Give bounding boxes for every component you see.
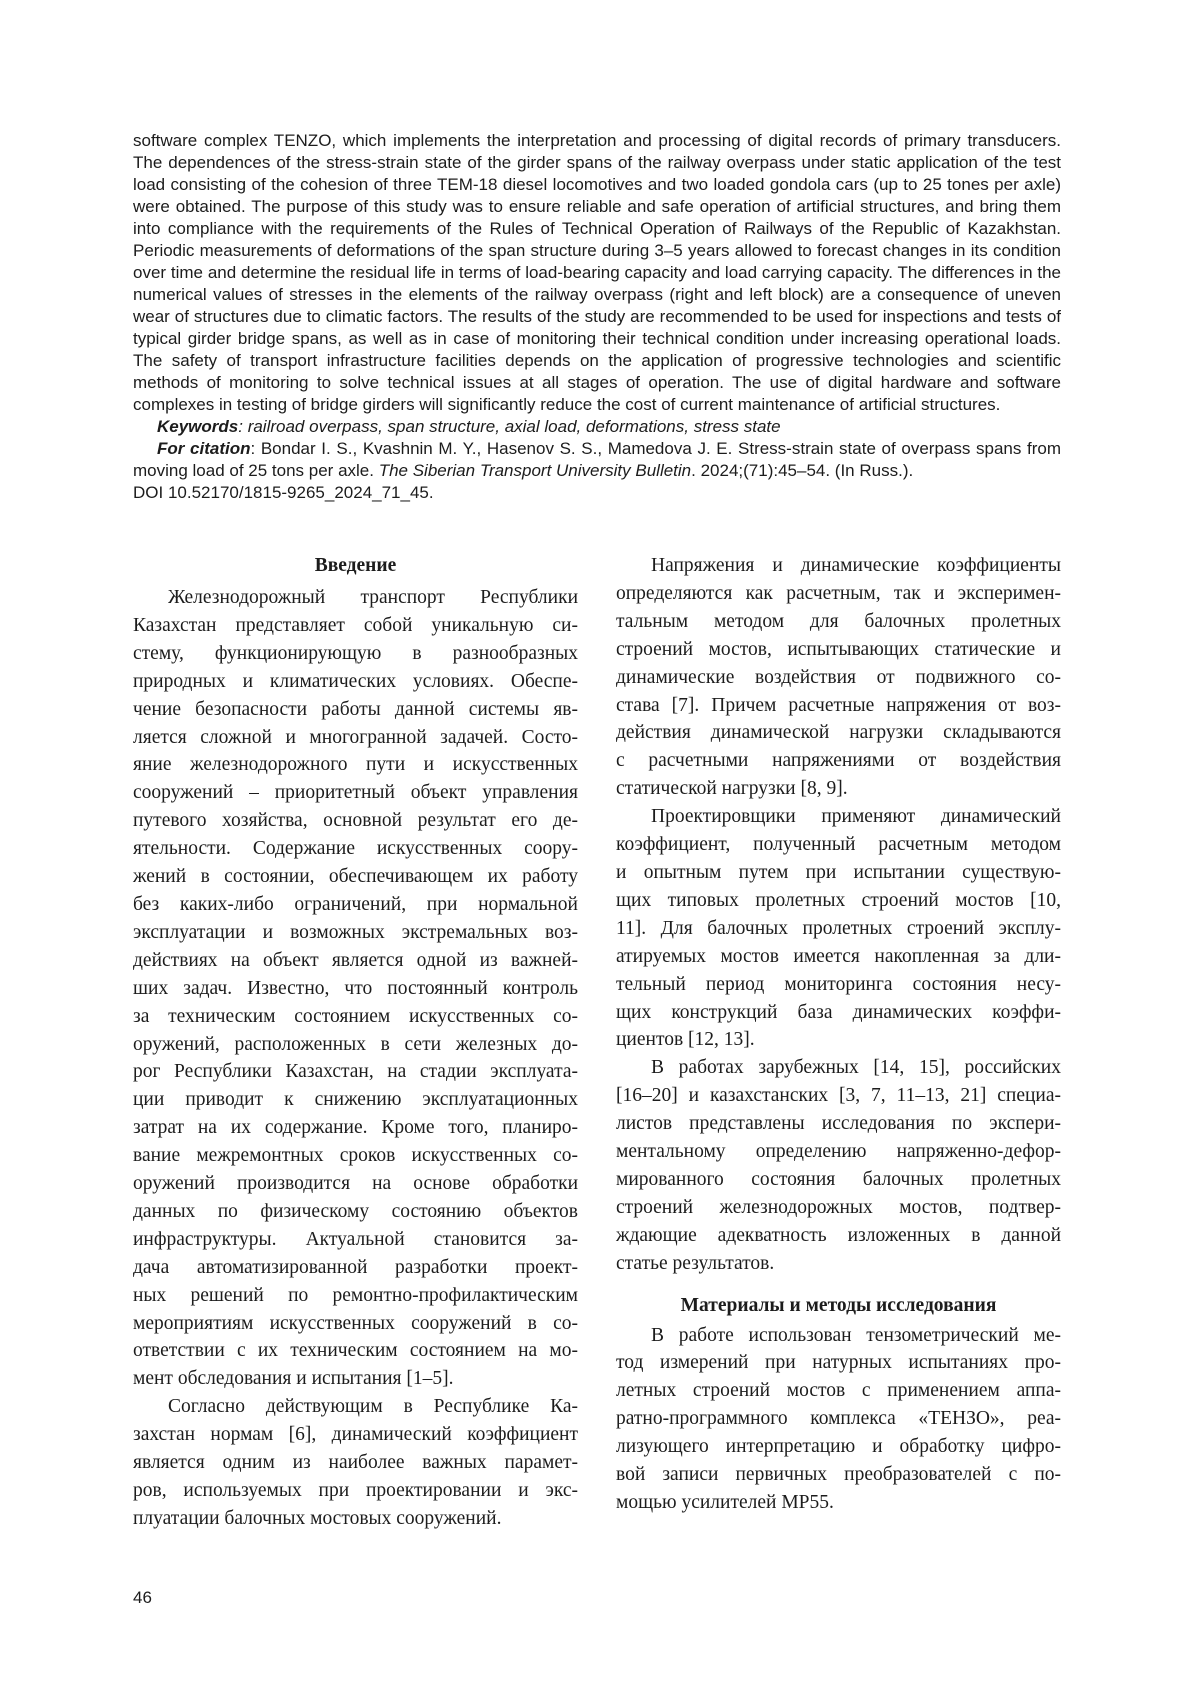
text-line: ляется сложной и многогранной задачей. Состо-	[133, 726, 578, 748]
text-line: ратно-программного комплекса «ТЕНЗО», реа-	[616, 1408, 1061, 1430]
text-line: за техническим состоянием искусственных со-	[133, 1005, 578, 1027]
paragraph	[133, 584, 578, 1393]
text-line: В работах зарубежных [14, 15], российских	[651, 1057, 1061, 1079]
keywords-label: Keywords	[157, 417, 239, 436]
text-line: лизующего интерпретацию и обработку цифро-	[616, 1436, 1061, 1458]
text-line: с расчетными напряжениями от воздействия	[616, 750, 1061, 772]
text-line: 11]. Для балочных пролетных строений эксплу-	[616, 917, 1061, 939]
left-column	[133, 552, 578, 1533]
paragraph	[133, 1393, 578, 1533]
abstract-text: software complex TENZO, which implements the interpretation and processing of digital records of primary transducers. The dependences of the stress-strain state of the girder spans of the railway overpass under static application of the test load consisting of the cohesion of three TEM-18 diesel locomotives and two loaded gondola cars (up to 25 tones per axle) were obtained. The purpose of this study was to ensure reliable and safe operation of artificial structures, and bring them into compliance with the requirements of the Rules of Technical Operation of Railways of the Republic of Kazakhstan. Periodic measurements of deformations of the span structure during 3–5 years allowed to forecast changes in its condition over time and determine the residual life in terms of load-bearing capacity and load carrying capacity. The differences in the numerical values of stresses in the elements of the railway overpass (right and left block) are a consequence of uneven wear of structures due to climatic factors. The results of the study are recommended to be used for inspections and tests of typical girder bridge spans, as well as in case of monitoring their technical condition under increasing operational loads. The safety of transport infrastructure facilities depends on the application of progressive technologies and scientific methods of monitoring to solve technical issues at all stages of operation. The use of digital hardware and software complexes in testing of bridge girders will significantly reduce the cost of current maintenance of artificial structures.	[133, 131, 1061, 414]
citation-authors-title: : Bondar I. S., Kvashnin M. Y., Hasenov S. S., Mamedova J. E. Stress-strain state of overpass spans from moving load of 25 tons per axle.	[133, 439, 1061, 480]
text-line: яние железнодорожного пути и искусственных	[133, 754, 578, 776]
text-line: В работе использован тензометрический ме-	[651, 1324, 1061, 1346]
keywords-line	[133, 416, 1061, 438]
citation-journal-title: The Siberian Transport University Bulletin	[378, 461, 692, 480]
text-line: ответствии с их техническим состоянием на мо-	[133, 1340, 578, 1362]
text-line: Напряжения и динамические коэффициенты	[651, 555, 1061, 576]
text-line: атируемых мостов имеется накопленная за дли-	[616, 945, 1061, 967]
text-line: статье результатов.	[616, 1252, 775, 1274]
text-line: щих типовых пролетных строений мостов [10,	[616, 889, 1061, 911]
paragraph	[616, 1054, 1061, 1277]
methods-heading: Материалы и методы исследования	[680, 1294, 997, 1316]
paragraph	[616, 803, 1061, 1054]
text-line: плуатации балочных мостовых сооружений.	[133, 1507, 502, 1529]
text-line: циентов [12, 13].	[616, 1029, 755, 1051]
text-line: является одним из наиболее важных парамет-	[133, 1452, 578, 1474]
text-line: Железнодорожный транспорт Республики	[168, 587, 578, 608]
text-line: Казахстан представляет собой уникальную си-	[133, 614, 578, 636]
methods-paragraphs	[616, 1322, 1061, 1517]
text-line: ждающие адекватность изложенных в данной	[616, 1224, 1061, 1246]
text-line: мент обследования и испытания [1–5].	[133, 1368, 454, 1390]
text-line: действиях на объект является одной из важней-	[133, 949, 578, 971]
text-line: тальным методом для балочных пролетных	[616, 610, 1061, 632]
introduction-paragraphs	[133, 584, 578, 1533]
text-line: ятельности. Содержание искусственных соору-	[133, 838, 578, 860]
text-line: коэффициент, полученный расчетным методом	[616, 834, 1061, 856]
text-line: тод измерений при натурных испытаниях про-	[616, 1352, 1061, 1374]
keywords-text: : railroad overpass, span structure, axial load, deformations, stress state	[238, 417, 781, 436]
text-line: сооружений – приоритетный объект управления	[133, 782, 578, 804]
citation-issue-pages: . 2024;(71):45–54. (In Russ.).	[691, 461, 914, 480]
text-line: данных по физическому состоянию объектов	[133, 1200, 578, 1222]
text-line: и опытным путем при испытании существую-	[616, 861, 1061, 883]
text-line: тельный период мониторинга состояния несу-	[616, 973, 1061, 995]
text-line: строений мостов, испытывающих статические и	[616, 638, 1061, 660]
citation-line	[133, 438, 1061, 482]
text-line: динамические воздействия от подвижного со-	[616, 666, 1061, 688]
text-line: жений в состоянии, обеспечивающем их работу	[133, 866, 578, 888]
citation-label: For citation	[157, 439, 251, 458]
page-number: 46	[133, 1588, 152, 1607]
text-line: определяются как расчетным, так и эксперимен-	[616, 582, 1061, 604]
paragraph	[616, 1322, 1061, 1517]
paragraph	[616, 552, 1061, 803]
text-line: вание межремонтных сроков искусственных со-	[133, 1145, 578, 1167]
right-column	[616, 552, 1061, 1517]
text-line: оружений, расположенных в сети железных до-	[133, 1033, 578, 1055]
text-line: ных решений по ремонтно-профилактическим	[133, 1284, 578, 1306]
text-line: инфраструктуры. Актуальной становится за-	[133, 1228, 578, 1250]
text-line: ции приводит к снижению эксплуатационных	[133, 1089, 578, 1111]
text-line: действия динамической нагрузки складываются	[616, 722, 1061, 744]
text-line: мированного состояния балочных пролетных	[616, 1168, 1061, 1190]
text-line: става [7]. Причем расчетные напряжения от воз-	[616, 694, 1061, 716]
text-line: ших задач. Известно, что постоянный контроль	[133, 977, 578, 999]
text-line: затрат на их содержание. Кроме того, планиро-	[133, 1117, 578, 1139]
text-line: Проектировщики применяют динамический	[651, 806, 1061, 828]
text-line: щих конструкций база динамических коэффи-	[616, 1001, 1061, 1023]
text-line: природных и климатических условиях. Обеспе-	[133, 670, 578, 692]
introduction-heading: Введение	[314, 555, 397, 576]
text-line: мощью усилителей МР55.	[616, 1492, 834, 1513]
text-line: вой записи первичных преобразователей с по-	[616, 1464, 1061, 1486]
text-line: эксплуатации и возможных экстремальных воз-	[133, 921, 578, 943]
text-line: [16–20] и казахстанских [3, 7, 11–13, 21] специа-	[616, 1085, 1061, 1107]
text-line: листов представлены исследования по экспери-	[616, 1113, 1061, 1135]
text-line: ров, используемых при проектировании и экс-	[133, 1480, 578, 1501]
doi-line: DOI 10.52170/1815-9265_2024_71_45.	[133, 483, 434, 502]
text-line: чение безопасности работы данной системы яв-	[133, 698, 578, 720]
text-line: стему, функционирующую в разнообразных	[133, 642, 578, 664]
text-line: дача автоматизированной разработки проект-	[133, 1256, 578, 1278]
text-line: рог Республики Казахстан, на стадии эксплуата-	[133, 1061, 578, 1083]
text-line: мероприятиям искусственных сооружений в со-	[133, 1312, 578, 1334]
text-line: строений железнодорожных мостов, подтвер-	[616, 1196, 1061, 1218]
text-line: без каких-либо ограничений, при нормальной	[133, 893, 578, 915]
text-line: летных строений мостов с применением аппа-	[616, 1380, 1061, 1402]
right-column-paragraphs	[616, 552, 1061, 1278]
text-line: оружений производится на основе обработки	[133, 1173, 578, 1195]
text-line: Согласно действующим в Республике Ка-	[168, 1396, 578, 1418]
text-line: захстан нормам [6], динамический коэффициент	[133, 1424, 578, 1446]
text-line: ментальному определению напряженно-дефор-	[616, 1141, 1061, 1163]
text-line: путевого хозяйства, основной результат его де-	[133, 810, 578, 832]
front-matter	[133, 130, 1061, 504]
text-line: статической нагрузки [8, 9].	[616, 778, 848, 800]
